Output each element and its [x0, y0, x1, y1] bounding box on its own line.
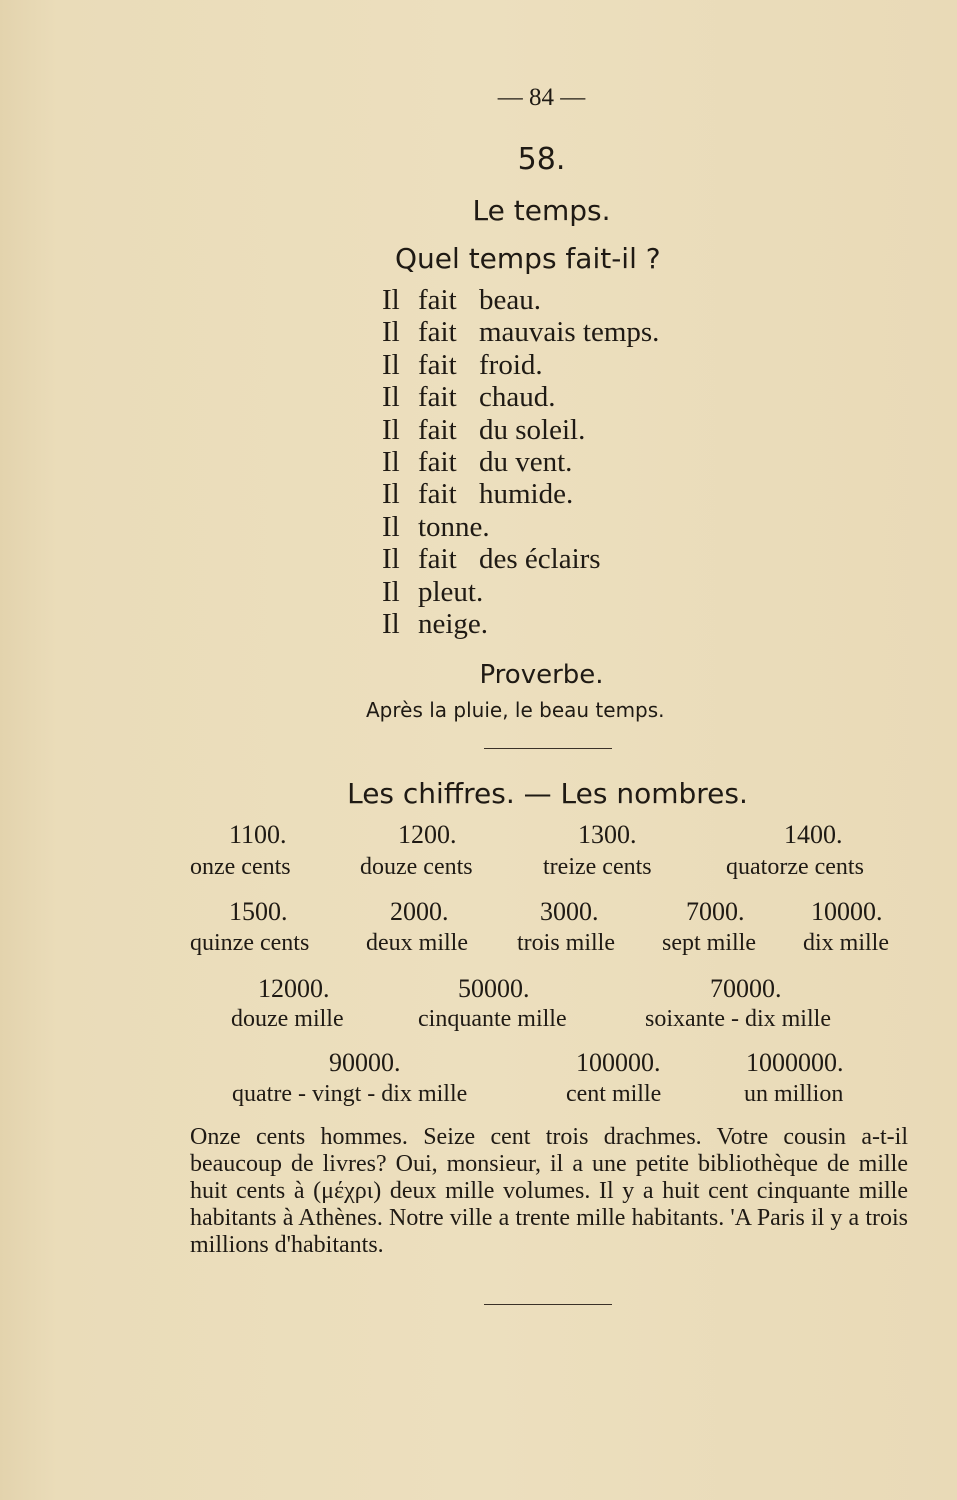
number-figure: 1200. [398, 820, 457, 849]
weather-line: Il fait du soleil. [382, 413, 586, 446]
proverb-text: Après la pluie, le beau temps. [366, 698, 665, 722]
number-word: treize cents [543, 854, 652, 880]
weather-line: Il fait chaud. [382, 381, 556, 414]
weather-line: Il fait des éclairs [382, 543, 601, 576]
number-figure: 100000. [576, 1048, 661, 1077]
number-figure: 70000. [710, 974, 782, 1003]
divider [484, 748, 612, 749]
number-word: dix mille [803, 930, 889, 956]
proverb-title: Proverbe. [479, 660, 604, 690]
number-figure: 2000. [390, 897, 449, 926]
weather-list [382, 284, 659, 640]
page-number: — 84 — [497, 84, 586, 111]
number-figure: 10000. [811, 897, 883, 926]
example-paragraph: Onze cents hommes. Seize cent trois drachmes. Votre cousin a-t-il beaucoup de livres? Oui, monsieur, il a une petite bibliothèque de mille huit cents à (μέχρι) deux mille volumes. Il y a huit cent cinquante mille habitants à Athènes. Notre ville a trente mille habitants. 'A Paris il y a trois millions d'habitants. [190, 1124, 908, 1258]
number-figure: 7000. [686, 897, 745, 926]
number-word: deux mille [366, 930, 468, 956]
number-figure: 1500. [229, 897, 288, 926]
number-word: cinquante mille [418, 1006, 567, 1032]
number-word: un million [744, 1081, 844, 1107]
section-title: Le temps. [472, 194, 611, 227]
divider [484, 1304, 612, 1305]
weather-line: Il fait froid. [382, 348, 543, 381]
number-figure: 3000. [540, 897, 599, 926]
number-word: trois mille [517, 930, 615, 956]
number-word: soixante - dix mille [645, 1006, 831, 1032]
weather-line: Il fait humide. [382, 478, 574, 511]
number-word: quatorze cents [726, 854, 864, 880]
lesson-number: 58. [517, 142, 566, 177]
number-figure: 50000. [458, 974, 530, 1003]
weather-line: Il pleut. [382, 575, 484, 608]
number-word: quatre - vingt - dix mille [232, 1081, 468, 1107]
number-word: douze mille [231, 1006, 344, 1032]
numbers-title: Les chiffres. — Les nombres. [347, 777, 748, 810]
weather-line: Il tonne. [382, 510, 490, 543]
number-word: sept mille [662, 930, 756, 956]
number-figure: 1400. [784, 820, 843, 849]
number-word: onze cents [190, 854, 291, 880]
number-word: quinze cents [190, 930, 310, 956]
number-figure: 90000. [329, 1048, 401, 1077]
weather-line: Il fait beau. [382, 284, 541, 316]
number-figure: 1300. [578, 820, 637, 849]
weather-question: Quel temps fait-il ? [395, 242, 661, 275]
number-figure: 1100. [229, 820, 287, 849]
number-word: douze cents [360, 854, 473, 880]
weather-line: Il neige. [382, 608, 489, 641]
number-figure: 1000000. [746, 1048, 844, 1077]
number-word: cent mille [566, 1081, 662, 1107]
weather-line: Il fait du vent. [382, 446, 573, 479]
number-figure: 12000. [258, 974, 330, 1003]
weather-line: Il fait mauvais temps. [382, 316, 660, 349]
